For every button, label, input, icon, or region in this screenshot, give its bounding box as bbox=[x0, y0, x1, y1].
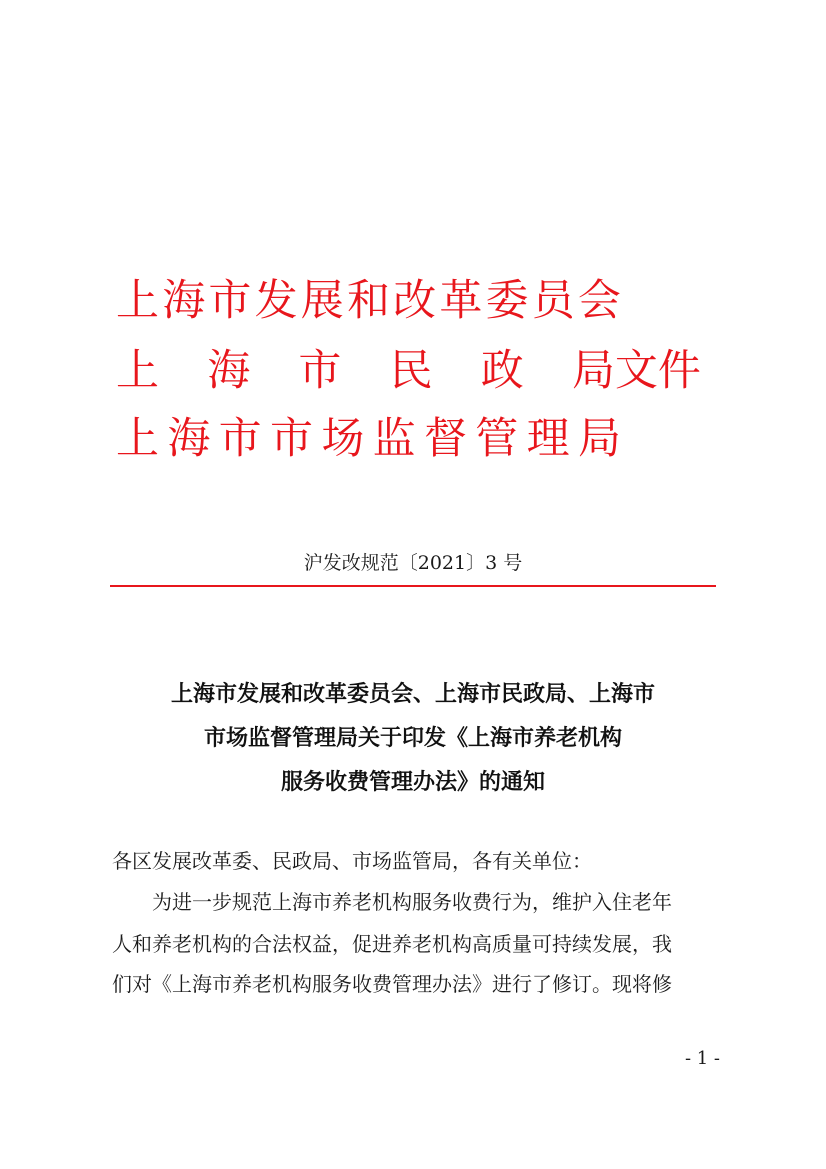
org1-char: 海 bbox=[162, 276, 206, 326]
org1-char: 改 bbox=[393, 276, 437, 326]
org3-char: 理 bbox=[526, 414, 570, 464]
org1-char: 会 bbox=[577, 276, 621, 326]
page-number: - 1 - bbox=[684, 1048, 720, 1069]
document-title-line-2: 市场监督管理局关于印发《上海市养老机构 bbox=[203, 726, 622, 751]
org1-char: 市 bbox=[208, 276, 252, 326]
org3-char: 海 bbox=[167, 414, 211, 464]
document-title-line-3: 服务收费管理办法》的通知 bbox=[280, 770, 545, 795]
org1-char: 委 bbox=[485, 276, 529, 326]
org3-char: 督 bbox=[423, 414, 467, 464]
body-paragraph-line-2: 人和养老机构的合法权益，促进养老机构高质量可持续发展，我 bbox=[112, 932, 672, 956]
org3-char: 管 bbox=[475, 414, 519, 464]
org1-char: 发 bbox=[254, 276, 298, 326]
org3-char: 市 bbox=[218, 414, 262, 464]
org3-char: 上 bbox=[116, 414, 159, 464]
org3-char: 局 bbox=[577, 414, 621, 464]
body-paragraph-line-3: 们对《上海市养老机构服务收费管理办法》进行了修订。现将修 bbox=[112, 972, 672, 996]
org2-char: 民 bbox=[389, 346, 433, 396]
document-title-line-1: 上海市发展和改革委员会、上海市民政局、上海市 bbox=[170, 682, 655, 707]
org2-char: 市 bbox=[298, 346, 342, 396]
body-paragraph-line-1: 为进一步规范上海市养老机构服务收费行为，维护入住老年 bbox=[152, 890, 672, 914]
org1-char: 和 bbox=[346, 276, 390, 326]
org2-char: 海 bbox=[207, 346, 251, 396]
org3-char: 监 bbox=[372, 414, 416, 464]
org1-char: 革 bbox=[439, 276, 483, 326]
org3-char: 场 bbox=[321, 414, 365, 464]
issuing-org-line-2 bbox=[116, 344, 701, 398]
issuing-org-line-1 bbox=[116, 274, 621, 328]
org1-char: 员 bbox=[531, 276, 575, 326]
red-separator-rule bbox=[110, 585, 716, 587]
org2-char: 上 bbox=[116, 346, 159, 396]
issuing-org-line-3 bbox=[116, 412, 621, 466]
org2-char: 政 bbox=[480, 346, 524, 396]
org2-char-document: 局文件 bbox=[571, 346, 701, 396]
salutation: 各区发展改革委、民政局、市场监管局，各有关单位： bbox=[112, 849, 592, 873]
org1-char: 展 bbox=[300, 276, 344, 326]
org3-char: 市 bbox=[269, 414, 313, 464]
org1-char: 上 bbox=[116, 276, 159, 326]
document-number: 沪发改规范〔2021〕3 号 bbox=[303, 552, 523, 574]
